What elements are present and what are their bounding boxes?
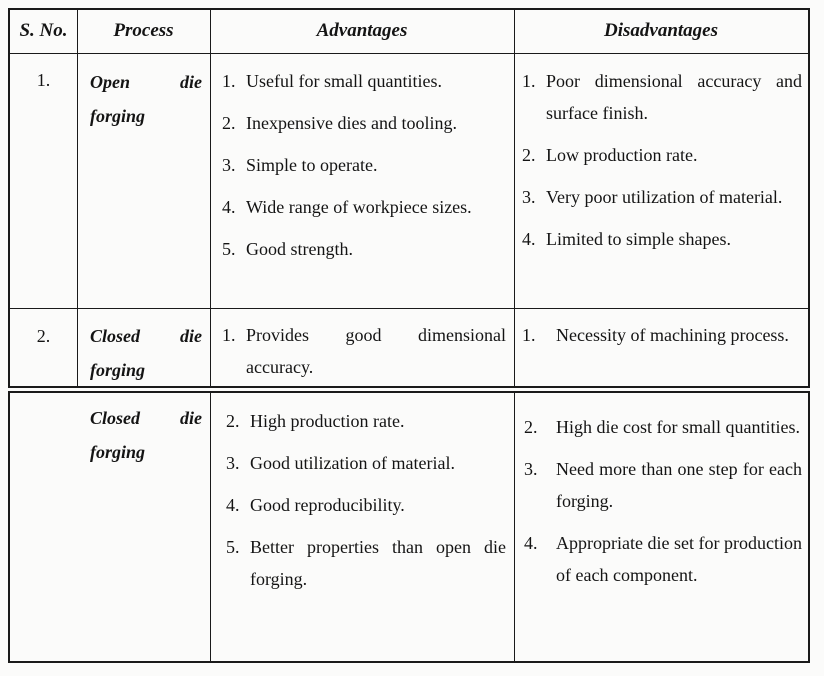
header-advantages: Advantages xyxy=(316,20,408,41)
list-item: 1. Provides good dimensional accuracy. xyxy=(222,325,506,377)
list-item: 1. Poor dimensional accuracy and surface finish. xyxy=(522,71,802,123)
list-item: 1. Necessity of machining process. xyxy=(522,325,789,345)
row2-process-word3: forging xyxy=(90,360,146,380)
list-item: 5. Good strength. xyxy=(222,239,353,259)
row2-disadvantages-list xyxy=(522,319,802,351)
row3-disadvantages-list xyxy=(524,411,802,591)
list-item: 4. Good reproducibility. xyxy=(226,495,405,515)
row3-process-word3: forging xyxy=(90,442,146,462)
row1-advantages-list xyxy=(222,65,506,265)
forging-table-top xyxy=(8,8,810,388)
forging-table-bottom xyxy=(8,391,810,663)
list-item: 4. Wide range of workpiece sizes. xyxy=(222,197,472,217)
row2-process-word2: die xyxy=(180,326,202,346)
list-item: 2. High die cost for small quantities. xyxy=(524,417,800,437)
row2-sno: 2. xyxy=(36,326,51,346)
list-item: 2. Low production rate. xyxy=(522,145,698,165)
list-item: 3. Very poor utilization of material. xyxy=(522,187,783,207)
row3-process-word1: Closed xyxy=(90,408,141,428)
list-item: 2. Inexpensive dies and tooling. xyxy=(222,113,457,133)
list-item: 1. Useful for small quantities. xyxy=(222,71,442,91)
list-item: 5. Better properties than open die forging. xyxy=(226,537,506,589)
row1-process-word1: Open xyxy=(90,72,130,92)
row1-process-word3: forging xyxy=(90,106,146,126)
row2-process xyxy=(90,319,202,387)
row3-process-word2: die xyxy=(180,408,202,428)
row1-process-word2: die xyxy=(180,72,202,92)
row1-sno: 1. xyxy=(36,70,51,90)
list-item: 2. High production rate. xyxy=(226,411,405,431)
row3-process xyxy=(90,401,202,469)
list-item: 4. Appropriate die set for production of each component. xyxy=(524,533,802,585)
list-item: 3. Simple to operate. xyxy=(222,155,378,175)
header-disadvantages: Disadvantages xyxy=(604,20,718,41)
row1-process xyxy=(90,65,202,133)
header-sno: S. No. xyxy=(19,20,68,41)
list-item: 3. Good utilization of material. xyxy=(226,453,455,473)
header-process: Process xyxy=(113,20,174,41)
list-item: 4. Limited to simple shapes. xyxy=(522,229,731,249)
row2-advantages-list xyxy=(222,319,506,383)
row3-advantages-list xyxy=(226,405,506,595)
list-item: 3. Need more than one step for each forging. xyxy=(524,459,802,511)
row1-disadvantages-list xyxy=(522,65,802,255)
row2-process-word1: Closed xyxy=(90,326,141,346)
